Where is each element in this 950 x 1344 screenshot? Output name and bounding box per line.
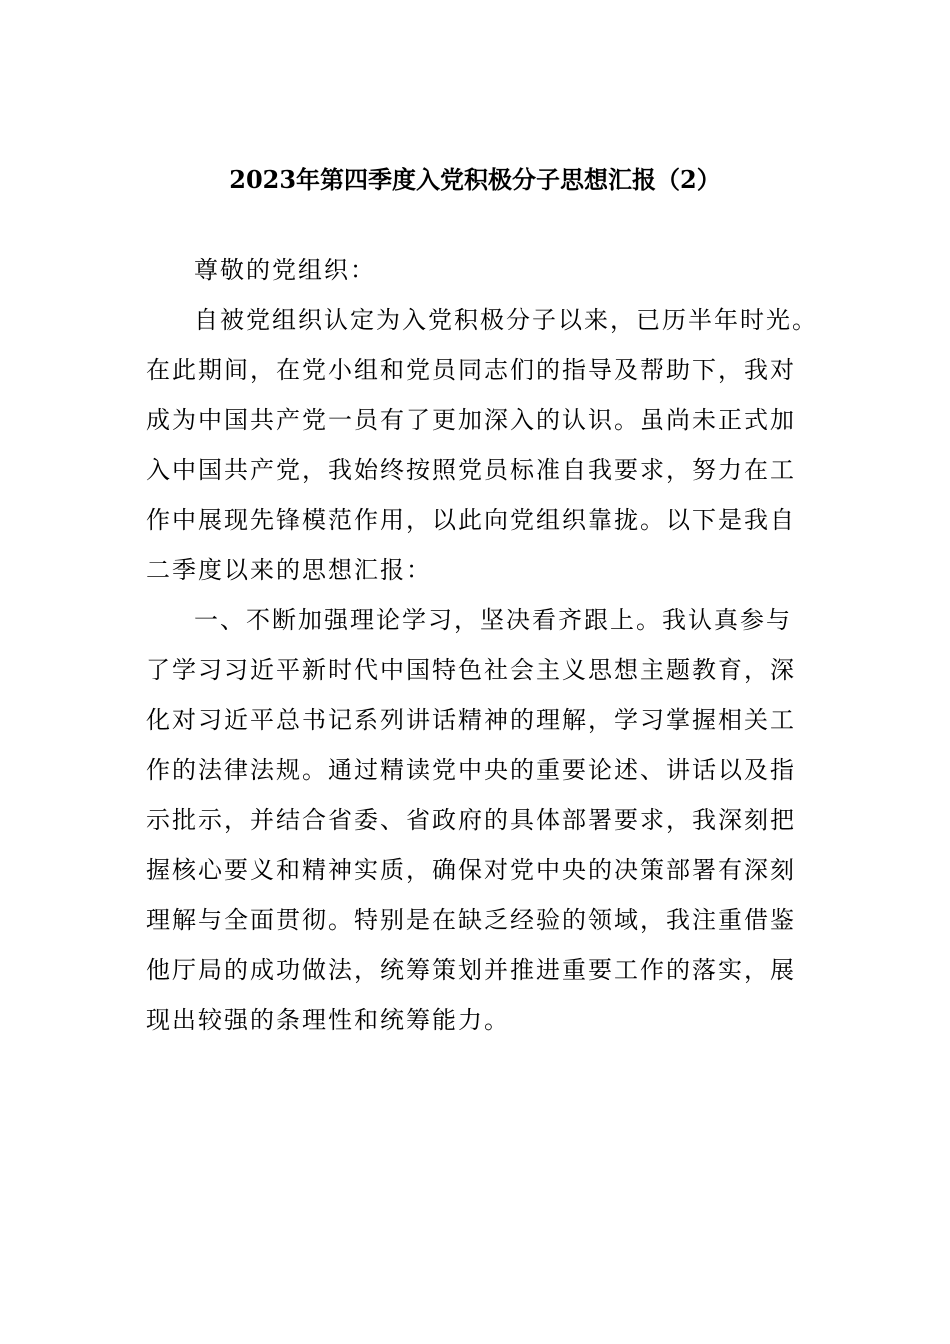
salutation-line: 尊敬的党组织： <box>194 256 376 284</box>
paragraph-line: 入中国共产党，我始终按照党员标准自我要求，努力在工 <box>146 456 796 484</box>
paragraph-line: 自被党组织认定为入党积极分子以来，已历半年时光。 <box>194 306 818 334</box>
paragraph-1 <box>146 295 818 595</box>
paragraph-line: 他厅局的成功做法，统筹策划并推进重要工作的落实，展 <box>146 956 796 984</box>
paragraph-line: 二季度以来的思想汇报： <box>146 556 432 584</box>
paragraph-line: 作的法律法规。通过精读党中央的重要论述、讲话以及指 <box>146 756 796 784</box>
salutation <box>146 245 806 295</box>
paragraph-2 <box>146 595 806 1045</box>
paragraph-line: 示批示，并结合省委、省政府的具体部署要求，我深刻把 <box>146 806 796 834</box>
paragraph-line: 了学习习近平新时代中国特色社会主义思想主题教育，深 <box>146 656 796 684</box>
paragraph-line: 化对习近平总书记系列讲话精神的理解，学习掌握相关工 <box>146 706 796 734</box>
paragraph-line: 握核心要义和精神实质，确保对党中央的决策部署有深刻 <box>146 856 796 884</box>
paragraph-line: 在此期间，在党小组和党员同志们的指导及帮助下，我对 <box>146 356 796 384</box>
document-body <box>146 245 818 1045</box>
document-title: 2023年第四季度入党积极分子思想汇报（2） <box>229 165 721 194</box>
paragraph-line: 现出较强的条理性和统筹能力。 <box>146 1006 510 1034</box>
paragraph-line: 一、不断加强理论学习，坚决看齐跟上。我认真参与 <box>194 606 792 634</box>
paragraph-line: 成为中国共产党一员有了更加深入的认识。虽尚未正式加 <box>146 406 796 434</box>
paragraph-line: 理解与全面贯彻。特别是在缺乏经验的领域，我注重借鉴 <box>146 906 796 934</box>
paragraph-line: 作中展现先锋模范作用，以此向党组织靠拢。以下是我自 <box>146 506 796 534</box>
